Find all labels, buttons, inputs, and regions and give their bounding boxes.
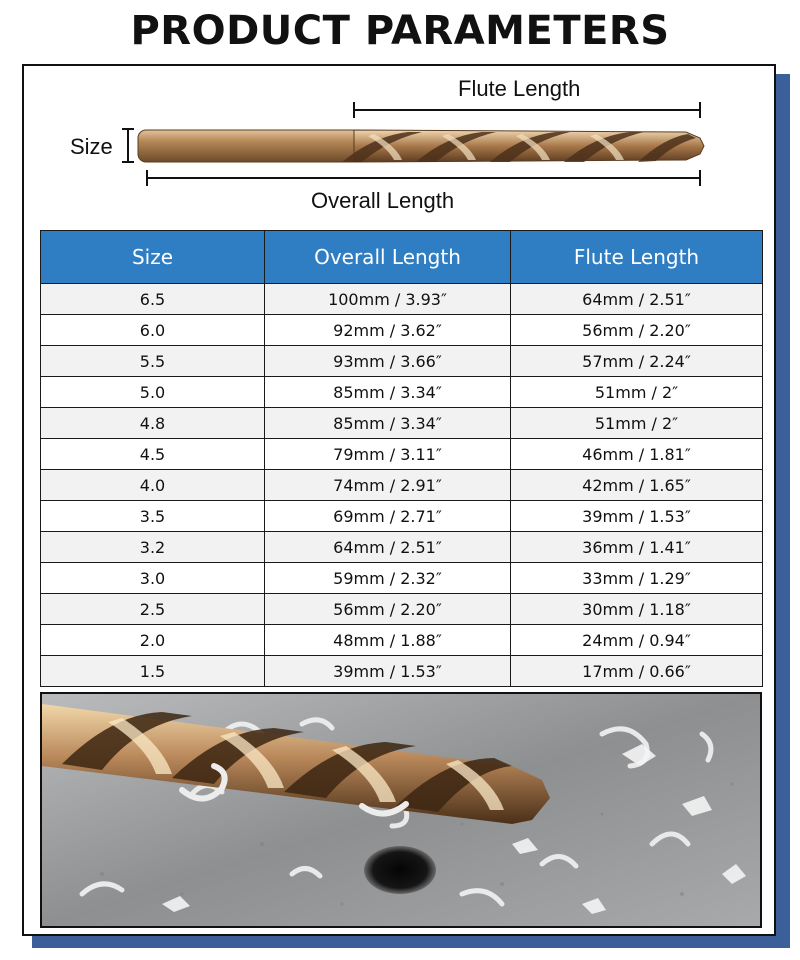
cell-size: 6.5 — [41, 284, 265, 315]
drill-diagram — [24, 66, 774, 226]
cell-overall-length: 79mm / 3.11″ — [265, 439, 511, 470]
parameters-table — [40, 230, 763, 687]
cell-size: 3.2 — [41, 532, 265, 563]
cell-overall-length: 59mm / 2.32″ — [265, 563, 511, 594]
header-overall-length: Overall Length — [265, 231, 511, 284]
table-header-row — [41, 231, 763, 284]
cell-size: 2.0 — [41, 625, 265, 656]
table-row — [41, 563, 763, 594]
cell-flute-length: 51mm / 2″ — [511, 377, 763, 408]
product-photo — [40, 692, 762, 928]
overall-length-label: Overall Length — [311, 188, 455, 213]
cell-flute-length: 36mm / 1.41″ — [511, 532, 763, 563]
cell-overall-length: 48mm / 1.88″ — [265, 625, 511, 656]
page-title: PRODUCT PARAMETERS — [130, 8, 670, 54]
table-row — [41, 315, 763, 346]
cell-overall-length: 74mm / 2.91″ — [265, 470, 511, 501]
parameters-panel — [22, 64, 776, 936]
table-row — [41, 284, 763, 315]
cell-overall-length: 39mm / 1.53″ — [265, 656, 511, 687]
size-label: Size — [70, 134, 113, 159]
cell-size: 2.5 — [41, 594, 265, 625]
cell-overall-length: 64mm / 2.51″ — [265, 532, 511, 563]
cell-size: 4.0 — [41, 470, 265, 501]
cell-overall-length: 93mm / 3.66″ — [265, 346, 511, 377]
cell-flute-length: 57mm / 2.24″ — [511, 346, 763, 377]
table-row — [41, 532, 763, 563]
cell-flute-length: 42mm / 1.65″ — [511, 470, 763, 501]
drill-bit-photo-icon — [42, 694, 760, 926]
table-row — [41, 439, 763, 470]
cell-flute-length: 51mm / 2″ — [511, 408, 763, 439]
header-flute-length: Flute Length — [511, 231, 763, 284]
cell-flute-length: 46mm / 1.81″ — [511, 439, 763, 470]
cell-flute-length: 56mm / 2.20″ — [511, 315, 763, 346]
table-row — [41, 408, 763, 439]
cell-flute-length: 39mm / 1.53″ — [511, 501, 763, 532]
flute-length-label: Flute Length — [458, 76, 581, 101]
cell-size: 3.0 — [41, 563, 265, 594]
table-row — [41, 377, 763, 408]
table-row — [41, 594, 763, 625]
table-row — [41, 470, 763, 501]
table-row — [41, 656, 763, 687]
cell-overall-length: 92mm / 3.62″ — [265, 315, 511, 346]
table-row — [41, 501, 763, 532]
cell-flute-length: 33mm / 1.29″ — [511, 563, 763, 594]
header-size: Size — [41, 231, 265, 284]
cell-overall-length: 56mm / 2.20″ — [265, 594, 511, 625]
cell-size: 4.8 — [41, 408, 265, 439]
cell-overall-length: 69mm / 2.71″ — [265, 501, 511, 532]
cell-flute-length: 30mm / 1.18″ — [511, 594, 763, 625]
cell-overall-length: 85mm / 3.34″ — [265, 377, 511, 408]
cell-size: 5.0 — [41, 377, 265, 408]
cell-overall-length: 85mm / 3.34″ — [265, 408, 511, 439]
cell-size: 1.5 — [41, 656, 265, 687]
cell-flute-length: 24mm / 0.94″ — [511, 625, 763, 656]
cell-size: 4.5 — [41, 439, 265, 470]
cell-size: 3.5 — [41, 501, 265, 532]
cell-flute-length: 64mm / 2.51″ — [511, 284, 763, 315]
cell-flute-length: 17mm / 0.66″ — [511, 656, 763, 687]
cell-overall-length: 100mm / 3.93″ — [265, 284, 511, 315]
cell-size: 6.0 — [41, 315, 265, 346]
cell-size: 5.5 — [41, 346, 265, 377]
table-row — [41, 346, 763, 377]
table-row — [41, 625, 763, 656]
